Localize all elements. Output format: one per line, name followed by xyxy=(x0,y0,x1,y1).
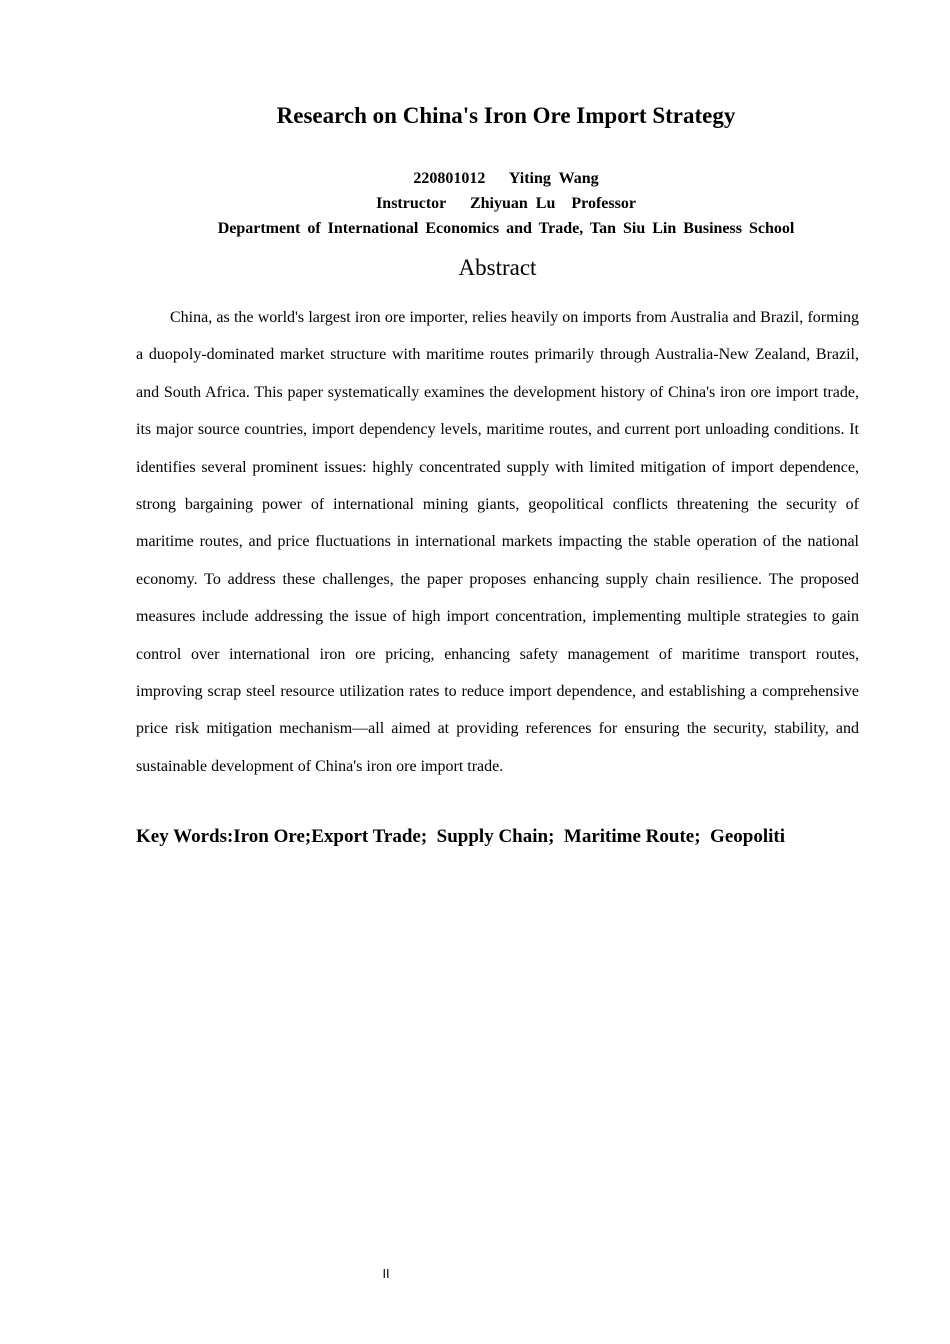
document-title: Research on China's Iron Ore Import Strategy xyxy=(276,103,736,128)
department-line: Department of International Economics and Trade, Tan Siu Lin Business School xyxy=(217,220,795,237)
page-number: II xyxy=(382,1267,390,1281)
abstract-body: China, as the world's largest iron ore importer, relies heavily on imports from Australia and Brazil, forming a duopoly-dominated market structure with maritime routes primarily through Australia-New Zealand, Brazil, and South Africa. This paper systematically examines the development history of China's iron ore import trade, its major source countries, import dependency levels, maritime routes, and current port unloading conditions. It identifies several prominent issues: highly concentrated supply with limited mitigation of import dependence, strong bargaining power of international mining giants, geopolitical conflicts threatening the security of maritime routes, and price fluctuations in international markets impacting the stable operation of the national economy. To address these challenges, the paper proposes enhancing supply chain resilience. The proposed measures include addressing the issue of high import concentration, implementing multiple strategies to gain control over international iron ore pricing, enhancing safety management of maritime transport routes, improving scrap steel resource utilization rates to reduce import dependence, and establishing a comprehensive price risk mitigation mechanism—all aimed at providing references for ensuring the security, stability, and sustainable development of China's iron ore import trade. xyxy=(136,309,859,775)
instructor-line: Instructor Zhiyuan Lu Professor xyxy=(376,195,636,212)
abstract-heading: Abstract xyxy=(458,255,537,280)
author-line: 220801012 Yiting Wang xyxy=(413,170,599,187)
keywords-line: Key Words:Iron Ore;Export Trade; Supply Chain; Maritime Route; Geopoliti xyxy=(136,826,785,847)
